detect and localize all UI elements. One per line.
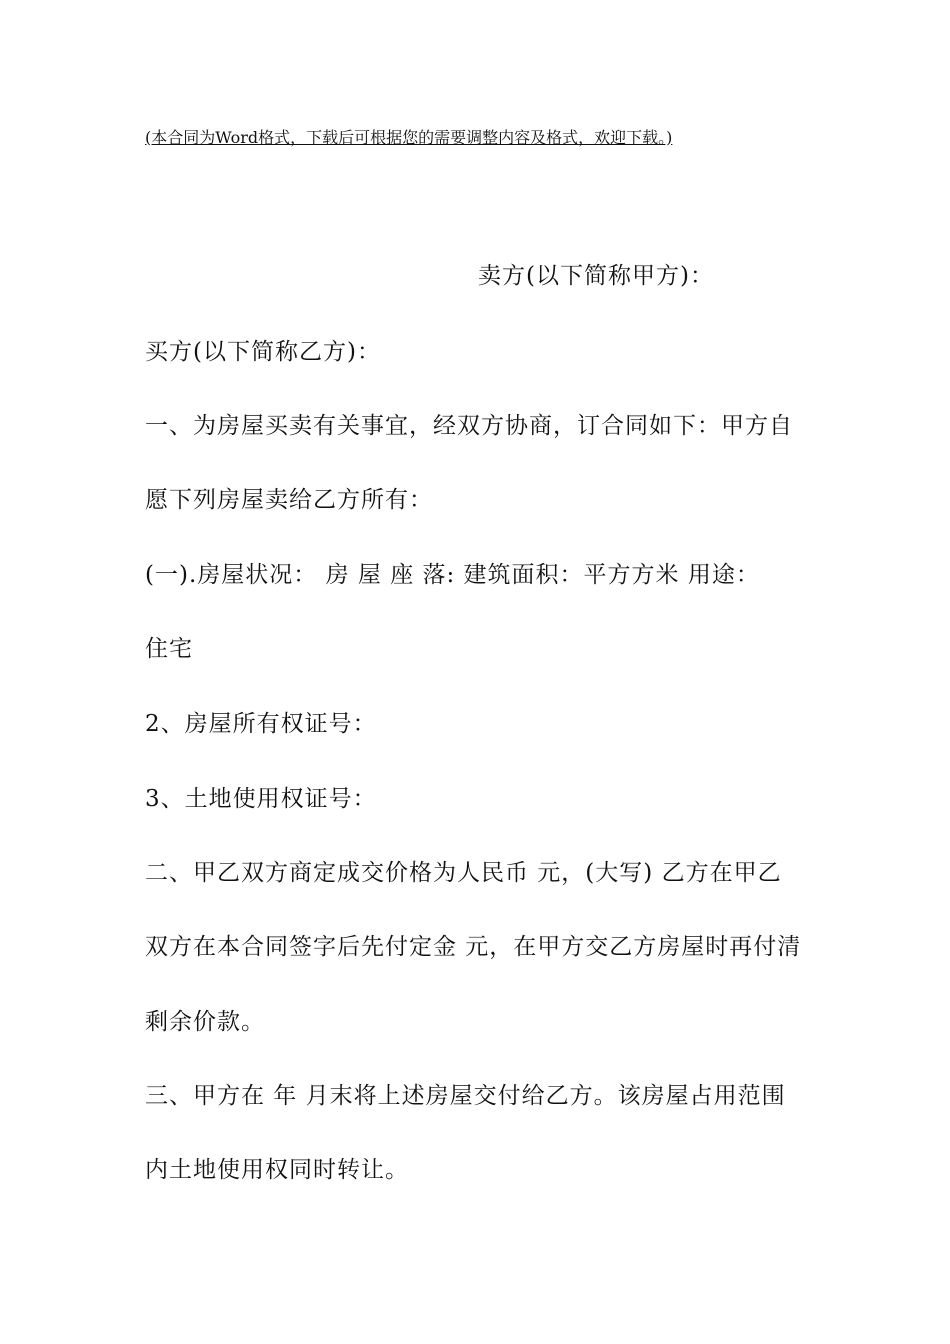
download-notice: (本合同为Word格式，下载后可根据您的需要调整内容及格式，欢迎下载。) <box>145 128 673 147</box>
contract-line: 双方在本合同签字后先付定金 元，在甲方交乙方房屋时再付清 <box>145 934 802 960</box>
contract-line: 内土地使用权同时转让。 <box>145 1157 409 1183</box>
seller-label: 卖方(以下简称甲方)： <box>478 263 714 289</box>
contract-line: 一、为房屋买卖有关事宜，经双方协商，订合同如下：甲方自 <box>145 413 793 439</box>
buyer-label: 买方(以下简称乙方)： <box>145 339 381 365</box>
contract-line: 住宅 <box>145 636 193 662</box>
contract-line: 二、甲乙双方商定成交价格为人民币 元，(大写) 乙方在甲乙 <box>145 860 782 886</box>
contract-line: 三、甲方在 年 月末将上述房屋交付给乙方。该房屋占用范围 <box>145 1083 786 1109</box>
contract-line: 剩余价款。 <box>145 1009 265 1035</box>
contract-line: 2、房屋所有权证号： <box>145 711 377 737</box>
contract-line: 愿下列房屋卖给乙方所有： <box>145 487 433 513</box>
contract-line: (一).房屋状况： 房 屋 座 落: 建筑面积：平方方米 用途： <box>145 562 760 588</box>
contract-line: 3、土地使用权证号： <box>145 786 377 812</box>
